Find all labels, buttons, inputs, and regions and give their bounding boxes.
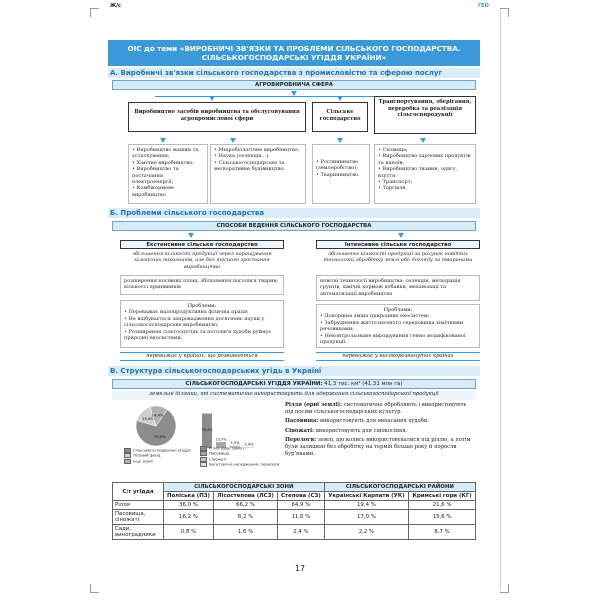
legend-swatch — [200, 446, 207, 451]
crop-mark — [500, 8, 509, 17]
list-item: • Сільськогосподарське та меліоративне будівництво. — [214, 160, 302, 173]
box-transport-processing: Транспортування, зберігання, переробка та реалізація сільгосппродукції — [374, 96, 476, 134]
legend-item — [200, 462, 280, 467]
arrow-down-icon — [160, 138, 166, 143]
crop-mark — [90, 8, 99, 17]
list-item: • Переважає малопродуктивна фізична праця; — [124, 309, 280, 315]
section-a-heading: А. Виробничі зв'язки сільського господарства з промисловістю та сферою послуг — [108, 68, 480, 78]
arrow-down-icon — [188, 233, 194, 238]
table-column-header: Степова (СЗ) — [278, 492, 325, 501]
definition-text: систематично обробляють і використовують під посіви сільськогосподарських культур. — [285, 402, 467, 415]
table-cell: 15,6 % — [409, 510, 476, 525]
legend-label: Рілля (орні землі) — [209, 445, 244, 451]
definition-text: використовують для сінокосіння. — [315, 427, 408, 434]
table-cell: 2,2 % — [324, 525, 409, 540]
definition-term: Сіножаті: — [285, 427, 316, 434]
definition-term: Перелоги: — [285, 437, 318, 444]
agro-sphere-bar: АГРОВИРОБНИЧА СФЕРА — [112, 80, 476, 90]
extensive-note: переважає у країнах, що розвиваються — [120, 352, 284, 361]
list-item: • Розширення сільгоспугідь та поголів'я худоби руйнує природні екосистеми. — [124, 329, 280, 342]
pie-slice-label: 15,6% — [142, 415, 155, 421]
farming-methods-bar: СПОСОБИ ВЕДЕННЯ СІЛЬСЬКОГО ГОСПОДАРСТВА — [112, 221, 476, 231]
table-cell: 36,0 % — [164, 501, 214, 510]
intensive-problems — [316, 304, 480, 348]
list-item: • Сховища; — [378, 147, 472, 153]
table-group-zones: СІЛЬСЬКОГОСПОДАРСЬКІ ЗОНИ — [164, 483, 325, 492]
arrow-down-icon — [398, 233, 404, 238]
list-item: • Тваринництво. — [316, 172, 366, 178]
definition-item — [285, 437, 475, 457]
list-item: • Докорінна зміна природних екосистем; — [320, 313, 476, 319]
pie-slice-label: 14,4% — [151, 412, 164, 418]
list-production-2 — [210, 144, 306, 204]
table-group-regions: СІЛЬСЬКОГОСПОДАРСЬКІ РАЙОНИ — [324, 483, 475, 492]
zones-table-wrap — [112, 482, 476, 540]
table-cell: 8,2 % — [213, 510, 277, 525]
arrow-down-icon — [337, 96, 343, 101]
list-item: • Виробництво харчових продуктів та напоїв; — [378, 153, 472, 166]
bar-label: 5,5% — [230, 441, 240, 446]
bar-label: 78,4% — [201, 427, 213, 432]
legend-swatch — [124, 448, 131, 453]
table-cell: 66,2 % — [213, 501, 277, 510]
arrow-down-icon — [230, 138, 236, 143]
legend-label: Сіножаті — [209, 456, 227, 462]
table-cell: 21,6 % — [409, 501, 476, 510]
land-total-bar — [112, 379, 476, 389]
extensive-problems — [120, 300, 284, 348]
definition-text: землі, що колись використовувалися під ріллю, а потім були залишені без обробітку на термін більше року й поросли бур'янами. — [285, 437, 471, 457]
legend-swatch — [200, 457, 207, 462]
list-item: • Виробництво тканин, одягу, взуття; — [378, 166, 472, 179]
legend-label: Лісовий фонд — [133, 452, 161, 458]
section-c-heading: В. Структура сільськогосподарських угідь в Україні — [108, 366, 480, 376]
table-column-header: Поліська (ПЗ) — [164, 492, 214, 501]
table-row-header: Сади, виноградники — [113, 525, 164, 540]
table-cell: 17,0 % — [324, 510, 409, 525]
definition-item — [285, 402, 475, 415]
extensive-description: збільшення кількості продукції через нарощування кількісних показників, але без якісного зростання виробництва — [132, 251, 272, 270]
table-cell: 64,9 % — [278, 501, 325, 510]
extensive-means: розширення посівних площ, збільшення поголів'я тварин, кількості працівників — [120, 275, 284, 295]
table-cell: 8,7 % — [409, 525, 476, 540]
table-corner: С/г угіддя — [113, 483, 164, 501]
table-cell: 19,4 % — [324, 501, 409, 510]
table-row-header: Рілля — [113, 501, 164, 510]
table-column-header: Кримські гори (КГ) — [409, 492, 476, 501]
intensive-means: новітні технології виробництва: селекція, меліорація ґрунтів, хімічні кормові добавки, механізації та автоматизації виробництва — [316, 275, 480, 301]
land-total-label: СІЛЬСЬКОГОСПОДАРСЬКІ УГІДДЯ УКРАЇНИ: — [185, 381, 323, 387]
table-row — [113, 510, 476, 525]
list-item: • Не відбувається запровадження досягнень науки у сільськогосподарське виробництво; — [124, 316, 280, 329]
table-row — [113, 525, 476, 540]
header-left: Ж/с — [110, 3, 121, 9]
legend-swatch — [124, 453, 131, 458]
list-item: • Хімічне виробництво; — [132, 160, 204, 166]
list-item: • Транспорт; — [378, 179, 472, 185]
intensive-note: переважає у високорозвинутих країнах — [316, 352, 480, 361]
definition-term: Пасовища: — [285, 418, 321, 425]
intensive-description: збільшення кількості продукції за рахунок новітніх технологій обробітку землі або догляду за тваринами — [323, 251, 473, 264]
zones-table — [112, 482, 476, 540]
list-item: • Рослинництво (землеробство); — [316, 159, 366, 172]
list-item: • Мікробіологічне виробництво; — [214, 147, 302, 153]
bar-legend — [200, 446, 280, 467]
arrow-down-icon — [337, 138, 343, 143]
legend-swatch — [124, 459, 131, 464]
pie-legend — [124, 448, 196, 464]
legend-label: Пасовища — [209, 450, 230, 456]
box-agriculture: Сільське господарство — [312, 102, 368, 132]
arrow-down-icon — [420, 138, 426, 143]
table-row-header: Пасовища, сіножаті — [113, 510, 164, 525]
legend-label: Сільськогосподарські угіддя — [133, 447, 191, 453]
page-title: ОІС до теми «ВИРОБНИЧІ ЗВ'ЯЗКИ ТА ПРОБЛЕМИ СІЛЬСЬКОГО ГОСПОДАРСТВА. СІЛЬСЬКОГОСПОДАРСЬКІ УГІДДЯ УКРАЇНИ» — [108, 40, 480, 66]
intensive-problems-title: Проблеми: — [383, 307, 413, 313]
crop-mark — [500, 584, 509, 593]
extensive-title: Екстенсивне сільське господарство — [120, 240, 284, 249]
land-total-value: 41,3 тис. км² (41,31 млн га) — [324, 381, 403, 387]
definition-item — [285, 428, 475, 435]
list-item: • Виробництво та постачання електроенергії; — [132, 166, 204, 185]
land-definition: земельні ділянки, які систематично використовують для одержання сільськогосподарської продукції — [112, 391, 476, 400]
box-production-means: Виробництво засобів виробництва та обслуговування агропромислової сфери — [128, 102, 306, 132]
legend-swatch — [200, 451, 207, 456]
table-column-header: Українські Карпати (УК) — [324, 492, 409, 501]
table-column-header: Лісостепова (ЛСЗ) — [213, 492, 277, 501]
list-item: • Комбікормове виробництво — [132, 185, 204, 198]
pie-slice-label: 70,0% — [153, 433, 166, 439]
land-types-definitions — [285, 402, 475, 460]
bar-label: 13,7% — [215, 437, 227, 442]
crop-mark — [90, 584, 99, 593]
bar-chart — [201, 414, 254, 448]
list-agriculture — [312, 144, 370, 204]
extensive-problems-title: Проблеми: — [187, 303, 217, 309]
definition-term: Рілля (орні землі): — [285, 402, 344, 408]
table-row — [113, 501, 476, 510]
list-production-1 — [128, 144, 208, 204]
list-item: • Наука (селекція...); — [214, 153, 302, 159]
bar-label: 2,4% — [244, 442, 254, 447]
definition-item — [285, 418, 475, 425]
pie-chart — [136, 406, 176, 446]
table-cell: 16,2 % — [164, 510, 214, 525]
page-number: 17 — [294, 564, 306, 573]
arrow-down-icon — [209, 96, 215, 101]
table-cell: 1,6 % — [213, 525, 277, 540]
list-item: • Неконтрольоване вирощування генно модифікованої продукції. — [320, 333, 476, 346]
table-cell: 0,8 % — [164, 525, 214, 540]
table-cell: 11,6 % — [278, 510, 325, 525]
list-item: • Виробництво машин та устаткування; — [132, 147, 204, 160]
page-edge-line — [500, 10, 501, 590]
legend-item — [124, 459, 196, 464]
section-b-heading: Б. Проблеми сільського господарства — [108, 208, 480, 218]
list-transport — [374, 144, 476, 204]
intensive-title: Інтенсивне сільське господарство — [316, 240, 480, 249]
table-cell: 2,4 % — [278, 525, 325, 540]
definition-text: використовують для випасання худоби. — [320, 418, 429, 425]
legend-label: Багаторічні насадження, перелоги — [209, 461, 280, 467]
list-item: • Торгівля. — [378, 185, 472, 191]
legend-label: Інші землі — [133, 458, 154, 464]
legend-swatch — [200, 462, 207, 467]
header-right: ГЕО — [478, 3, 489, 9]
list-item: • Забруднення життєзначного середовища хімічними речовинами; — [320, 320, 476, 333]
